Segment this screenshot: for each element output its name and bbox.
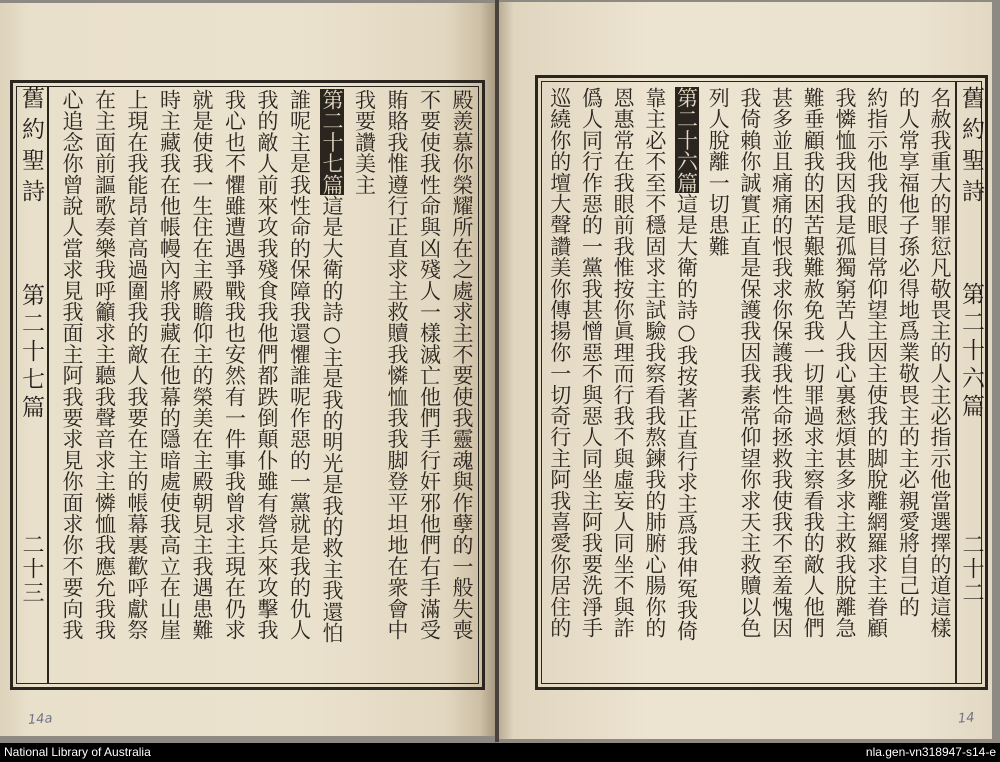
right-page-number: 二十二 xyxy=(959,533,984,605)
column-text: 列人脫離一切患難 xyxy=(706,87,731,257)
column-text: 心追念你曾說人當求見我面主阿我要求見你面求你不要向我 xyxy=(60,89,84,641)
text-column xyxy=(186,89,219,683)
left-page-body xyxy=(55,89,478,683)
text-column xyxy=(121,89,154,683)
psalm-heading: 第二十七篇 xyxy=(320,89,344,195)
left-header-divider xyxy=(47,87,49,683)
left-running-title: 舊約聖詩 xyxy=(18,86,44,210)
column-text: 誰呢主是我性命的保障我還懼誰呢作惡的一黨就是我的仇人 xyxy=(287,89,312,641)
psalm-heading: 第二十六篇 xyxy=(674,87,699,193)
column-text: 我倚賴你誠實正直是保護我因我素常仰望你求天主救贖以色 xyxy=(737,87,762,639)
column-text: 甚多並且痛痛的恨我求你保護我性命拯救我使我不至羞愧因 xyxy=(769,87,794,639)
column-text: 我的敵人前來攻我殘食我他們都跌倒顛仆雖有營兵來攻擊我 xyxy=(255,89,279,641)
library-caption-bar xyxy=(0,743,1000,762)
column-text: 約指示他我的眼目常仰望主因主使我的脚脫離網羅求主眷顧 xyxy=(864,87,889,639)
text-column xyxy=(575,87,607,683)
text-column xyxy=(892,87,924,683)
text-column xyxy=(860,87,892,683)
text-column xyxy=(797,87,829,683)
column-text: 就是使我一生住在主殿瞻仰主的榮美在主殿朝見主我遇患難 xyxy=(190,89,214,641)
text-column xyxy=(56,89,89,683)
column-text: 我憐恤我因我是孤獨窮苦人我心裏愁煩甚多求主救我脫離急 xyxy=(832,87,857,639)
text-column xyxy=(828,87,860,683)
column-text: 恩惠常在我眼前我惟按你眞理而行我不與虛妄人同坐不與詐 xyxy=(611,87,636,639)
text-column xyxy=(446,89,479,683)
text-column xyxy=(316,89,349,683)
column-text: 殿羨慕你榮耀所在之處求主不要使我靈魂與作孽的一般失喪 xyxy=(450,89,474,641)
column-text: 名赦我重大的罪愆凡敬畏主的人主必指示他當選擇的道這樣 xyxy=(928,87,952,639)
column-text: 巡繞你的壇大聲讚美你傳揚你一切奇行主阿我喜愛你居住的 xyxy=(547,87,572,639)
text-column xyxy=(733,87,765,683)
text-column xyxy=(218,89,251,683)
right-psalm-label: 第二十六篇 xyxy=(958,282,984,422)
column-text: 賄賂我惟遵行正直求主救贖我憐恤我我脚登平坦地在衆會中 xyxy=(385,89,409,641)
handwritten-folio-note: 14a xyxy=(27,711,54,728)
column-text: 這是大衛的詩○主是我的明光是我的救主我還怕 xyxy=(320,195,344,644)
column-text: 在主面前謳歌奏樂我呼籲求主聽我聲音求主憐恤我應允我我 xyxy=(92,89,117,641)
column-text: 的人常享福他子孫必得地爲業敬畏主的主必親愛將自己的 xyxy=(896,87,921,617)
text-column xyxy=(765,87,797,683)
handwritten-folio-note: 14 xyxy=(957,710,976,727)
library-name: National Library of Australia xyxy=(4,745,151,759)
column-text: 時主藏我在他帳幔內將我藏在他幕的隱暗處使我高立在山崖 xyxy=(157,89,182,641)
right-page-body xyxy=(542,87,955,683)
right-running-title: 舊約聖詩 xyxy=(958,86,984,210)
text-column xyxy=(543,87,575,683)
text-column xyxy=(670,87,702,683)
column-text: 難垂顧我的困苦艱難赦免我一切罪過求主察看我的敵人他們 xyxy=(801,87,826,639)
column-text: 僞人同行作惡的一黨我甚憎惡不與惡人同坐主阿我要洗淨手 xyxy=(579,87,604,639)
column-text: 我心也不懼雖遭遇爭戰我也安然有一件事我曾求主現在仍求 xyxy=(222,89,247,641)
text-column xyxy=(413,89,446,683)
record-identifier: nla.gen-vn318947-s14-e xyxy=(865,745,996,759)
text-column xyxy=(702,87,734,683)
text-column xyxy=(153,89,186,683)
text-column xyxy=(251,89,284,683)
column-text: 這是大衛的詩○我按著正直行求主爲我伸冤我倚 xyxy=(674,193,699,642)
left-psalm-label: 第二十七篇 xyxy=(18,283,44,423)
text-column xyxy=(283,89,316,683)
book-gutter xyxy=(495,0,499,742)
column-text: 我要讚美主 xyxy=(352,89,377,195)
text-column xyxy=(638,87,670,683)
text-column xyxy=(923,87,955,683)
left-page-number: 二十三 xyxy=(19,533,44,605)
column-text: 靠主必不至不穩固求主試驗我察看我熬鍊我的肺腑心腸你的 xyxy=(642,87,667,639)
text-column xyxy=(88,89,121,683)
column-text: 不要使我性命與凶殘人一樣滅亡他們手行奸邪他們右手滿受 xyxy=(417,89,442,641)
text-column xyxy=(606,87,638,683)
column-text: 上現在我能昂首高過圍我的敵人我要在主的帳幕裏歡呼獻祭 xyxy=(125,89,149,641)
text-column xyxy=(348,89,381,683)
text-column xyxy=(381,89,414,683)
